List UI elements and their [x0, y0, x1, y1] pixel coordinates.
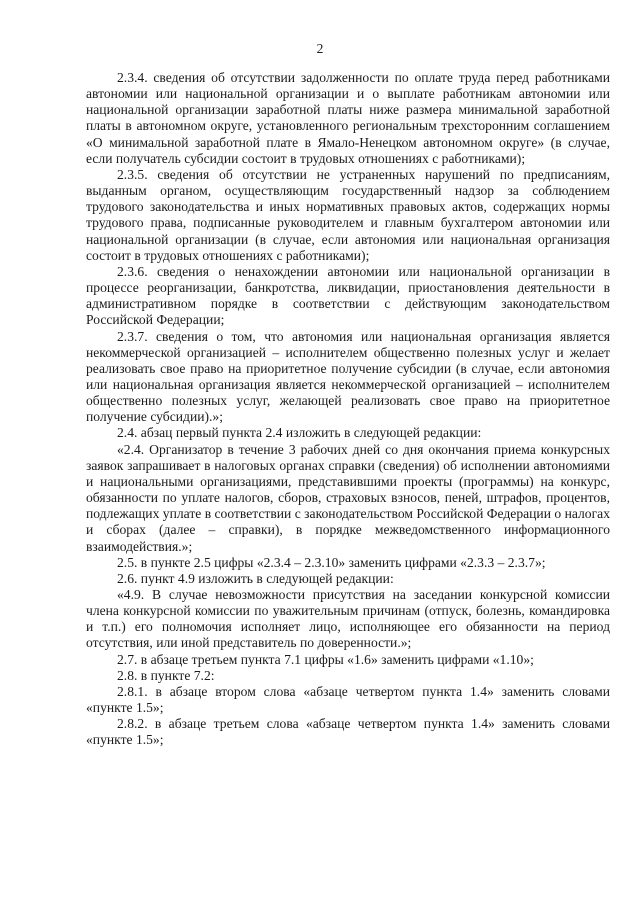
paragraph-2-7: 2.7. в абзаце третьем пункта 7.1 цифры «1.6» заменить цифрами «1.10»; — [117, 651, 534, 667]
paragraph-2-3-6: 2.3.6. сведения о ненахождении автономии или национальной организации в процессе реорганизации, банкротства, ликвидации, приостановления деятельности в административном порядке в соответствии с действующим законодательством Российской Федерации; — [86, 263, 610, 328]
paragraph-4-9-quote: «4.9. В случае невозможности присутствия на заседании конкурсной комиссии члена конкурсной комиссии по уважительным причинам (отпуск, болезнь, командировка и т.п.) его полномочия исполняет лицо, исполняющее его обязанности на период отсутствия, или иной представитель по доверенности.»; — [86, 587, 610, 651]
paragraph-2-4-quote: «2.4. Организатор в течение 3 рабочих дней со дня окончания приема конкурсных заявок запрашивает в налоговых органах справки (сведения) об исполнении автономиями и национальными организациями, представившими проекты (программы) на конкурс, обязанности по уплате налогов, сборов, страховых взносов, пеней, штрафов, процентов, подлежащих уплате в соответствии с законодательством Российской Федерации о налогах и сборах (далее – справки), в порядке межведомственного информационного взаимодействия.»; — [86, 441, 610, 554]
paragraph-2-8-2: 2.8.2. в абзаце третьем слова «абзаце четвертом пункта 1.4» заменить словами «пункте 1.5»; — [86, 716, 610, 748]
paragraph-2-5: 2.5. в пункте 2.5 цифры «2.3.4 – 2.3.10» заменить цифрами «2.3.3 – 2.3.7»; — [117, 554, 546, 570]
paragraph-2-3-5: 2.3.5. сведения об отсутствии не устраненных нарушений по предписаниям, выданным органом, осуществляющим государственный надзор за соблюдением трудового законодательства и иных нормативных правовых актов, содержащих нормы трудового права, подписанные руководителем и главным бухгалтером автономии или национальной организации (в случае, если автономия или национальная организация состоит в трудовых отношениях с работниками); — [86, 166, 610, 263]
document-body — [86, 70, 610, 749]
paragraph-2-4: 2.4. абзац первый пункта 2.4 изложить в следующей редакции: — [117, 425, 482, 441]
paragraph-2-8: 2.8. в пункте 7.2: — [117, 667, 215, 683]
paragraph-2-3-7: 2.3.7. сведения о том, что автономия или национальная организация является некоммерческой организацией – исполнителем общественно полезных услуг и желает реализовать свое право на приоритетное получение субсидии (в случае, если автономия или национальная организация является некоммерческой организацией – исполнителем общественно полезных услуг, желающей реализовать свое право на приоритетное получение субсидии).»; — [86, 328, 610, 425]
paragraph-2-6: 2.6. пункт 4.9 изложить в следующей редакции: — [117, 570, 394, 586]
paragraph-2-3-4: 2.3.4. сведения об отсутствии задолженности по оплате труда перед работниками автономии или национальной организации и о выплате работникам автономии или национальной организации заработной платы ниже размера минимальной заработной платы в автономном округе, установленного региональным трехсторонним соглашением «О минимальной заработной плате в Ямало-Ненецком автономном округе» (в случае, если получатель субсидии состоит в трудовых отношениях с работниками); — [86, 70, 610, 166]
paragraph-2-8-1: 2.8.1. в абзаце втором слова «абзаце четвертом пункта 1.4» заменить словами «пункте 1.5»; — [86, 683, 610, 716]
page-number: 2 — [316, 41, 324, 56]
